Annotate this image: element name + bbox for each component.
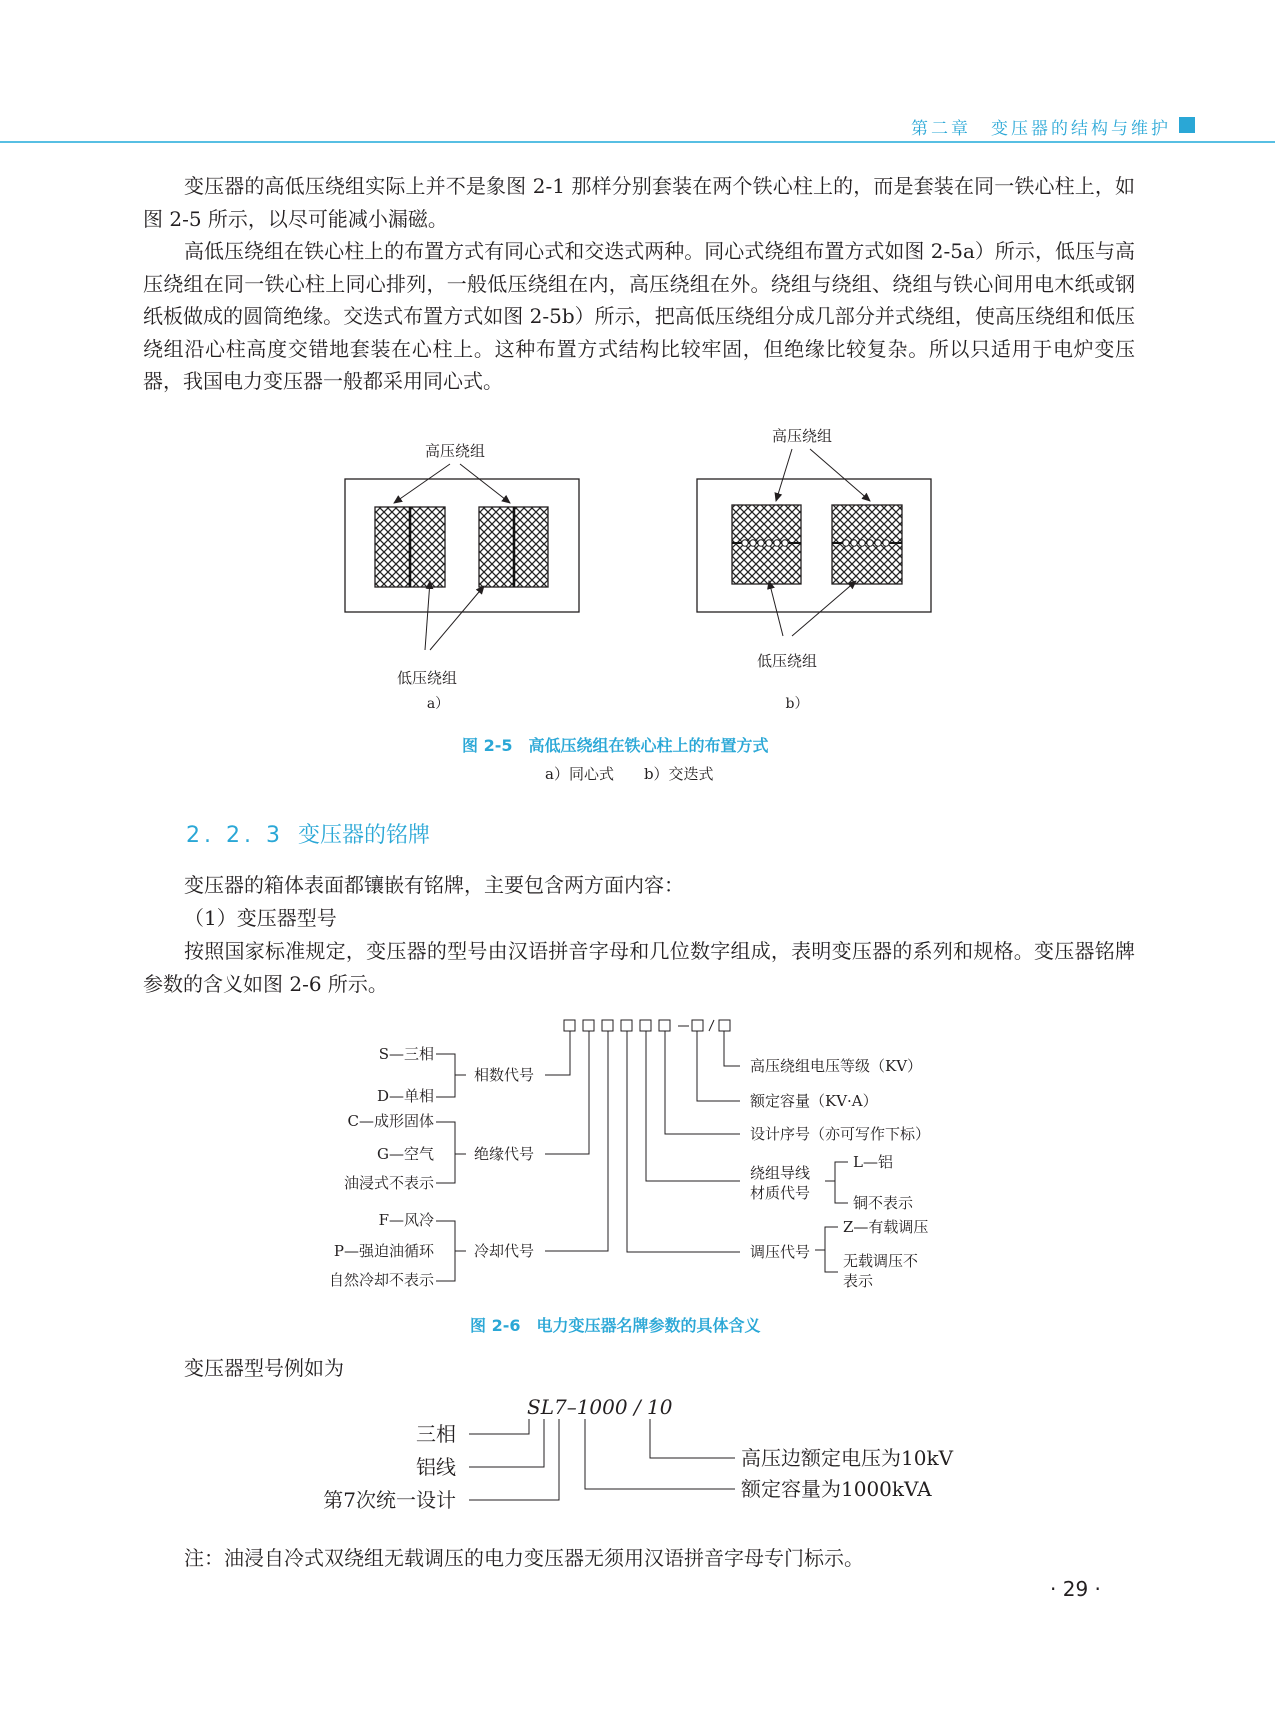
code-z-on-load: Z—有载调压 xyxy=(843,1218,929,1236)
code-f-air-cooled: F—风冷 xyxy=(378,1211,434,1229)
phase-code-label: 相数代号 xyxy=(474,1066,535,1084)
code-s-three-phase: S—三相 xyxy=(378,1045,434,1063)
example-aluminum: 铝线 xyxy=(416,1455,456,1479)
figure-2-6-caption: 图 2-6 电力变压器名牌参数的具体含义 xyxy=(470,1316,761,1335)
section-title: 变压器的铭牌 xyxy=(297,823,430,848)
hv-rating-label: 高压绕组电压等级（KV） xyxy=(750,1057,923,1075)
label-a: a） xyxy=(426,696,450,712)
model-paragraph: 按照国家标准规定，变压器的型号由汉语拼音字母和几位数字组成，表明变压器的系列和规格。变压器铭牌参数的含义如图 2-6 所示。 xyxy=(143,939,1135,996)
capacity-label: 额定容量（KV·A） xyxy=(750,1092,878,1110)
figure-2-5 xyxy=(0,420,1275,720)
tap-code-label: 调压代号 xyxy=(750,1243,811,1261)
figure-2-5-caption: 图 2-5 高低压绕组在铁心柱上的布置方式 xyxy=(462,736,769,755)
label-high-voltage-b: 高压绕组 xyxy=(771,427,833,445)
model-heading: （1）变压器型号 xyxy=(184,906,337,930)
code-oil-immersed: 油浸式不表示 xyxy=(343,1174,434,1192)
example-capacity: 额定容量为1000kVA xyxy=(741,1477,932,1501)
example-intro: 变压器型号例如为 xyxy=(184,1356,344,1380)
example-three-phase: 三相 xyxy=(416,1422,456,1446)
code-l-aluminum: L—铝 xyxy=(853,1153,893,1171)
code-d-single-phase: D—单相 xyxy=(376,1087,434,1105)
figure-2-6 xyxy=(0,1010,1275,1310)
example-hv-rating: 高压边额定电压为10kV xyxy=(741,1446,954,1470)
paragraph-1: 变压器的高低压绕组实际上并不是象图 2-1 那样分别套装在两个铁心柱上的，而是套装在同一铁心柱上，如图 2-5 所示，以尽可能减小漏磁。 xyxy=(143,174,1135,231)
code-g-air: G—空气 xyxy=(377,1145,434,1163)
code-natural-cooling: 自然冷却不表示 xyxy=(328,1271,434,1289)
material-code-line1: 绕组导线 xyxy=(750,1164,811,1182)
section-number: 2. 2. 3 xyxy=(186,823,284,848)
label-low-voltage-a: 低压绕组 xyxy=(396,669,458,687)
diagram-b xyxy=(697,427,931,712)
model-paragraph-block xyxy=(143,935,1135,1000)
example-design-number: 第7次统一设计 xyxy=(323,1488,456,1512)
design-number-label: 设计序号（亦可写作下标） xyxy=(750,1125,931,1143)
note: 注：油浸自冷式双绕组无载调压的电力变压器无须用汉语拼音字母专门标示。 xyxy=(184,1546,864,1570)
paragraph-2: 高低压绕组在铁心柱上的布置方式有同心式和交迭式两种。同心式绕组布置方式如图 2-5a）所示，低压与高压绕组在同一铁心柱上同心排列，一般低压绕组在内，高压绕组在外。绕组与绕组、绕组与铁心间用电木纸或钢纸板做成的圆筒绝缘。交迭式布置方式如图 2-5b）所示，把高低压绕组分成几部分并式绕组，使高压绕组和低压绕组沿心柱高度交错地套装在心柱上。这种布置方式结构比较牢固，但绝缘比较复杂。所以只适用于电炉变压器，我国电力变压器一般都采用同心式。 xyxy=(143,239,1135,393)
code-c-solid: C—成形固体 xyxy=(347,1112,434,1130)
model-example-diagram xyxy=(0,1390,1275,1520)
label-high-voltage-a: 高压绕组 xyxy=(424,442,486,460)
page-header xyxy=(0,0,1275,142)
header-square-mark xyxy=(1179,117,1195,133)
code-no-load-line1: 无载调压不 xyxy=(843,1252,919,1270)
code-no-load-line2: 表示 xyxy=(843,1272,874,1290)
nameplate-intro: 变压器的箱体表面都镶嵌有铭牌，主要包含两方面内容： xyxy=(184,873,684,897)
figure-2-5-subcaption: a）同心式 b）交迭式 xyxy=(545,765,714,783)
label-low-voltage-b: 低压绕组 xyxy=(756,652,818,670)
diagram-a xyxy=(345,442,579,712)
insulation-code-label: 绝缘代号 xyxy=(474,1145,535,1163)
label-b: b） xyxy=(785,696,809,712)
chapter-title: 第二章 变压器的结构与维护 xyxy=(911,119,1171,139)
code-p-forced-oil: P—强迫油循环 xyxy=(333,1242,434,1260)
intro-text xyxy=(143,170,1135,398)
cooling-code-label: 冷却代号 xyxy=(474,1242,535,1260)
section-heading xyxy=(186,818,430,849)
material-code-line2: 材质代号 xyxy=(750,1184,811,1202)
example-model-code: SL7–1000 / 10 xyxy=(527,1395,673,1419)
page-number: · 29 · xyxy=(1050,1577,1101,1601)
header-rule xyxy=(0,141,1275,143)
code-copper: 铜不表示 xyxy=(853,1194,914,1212)
